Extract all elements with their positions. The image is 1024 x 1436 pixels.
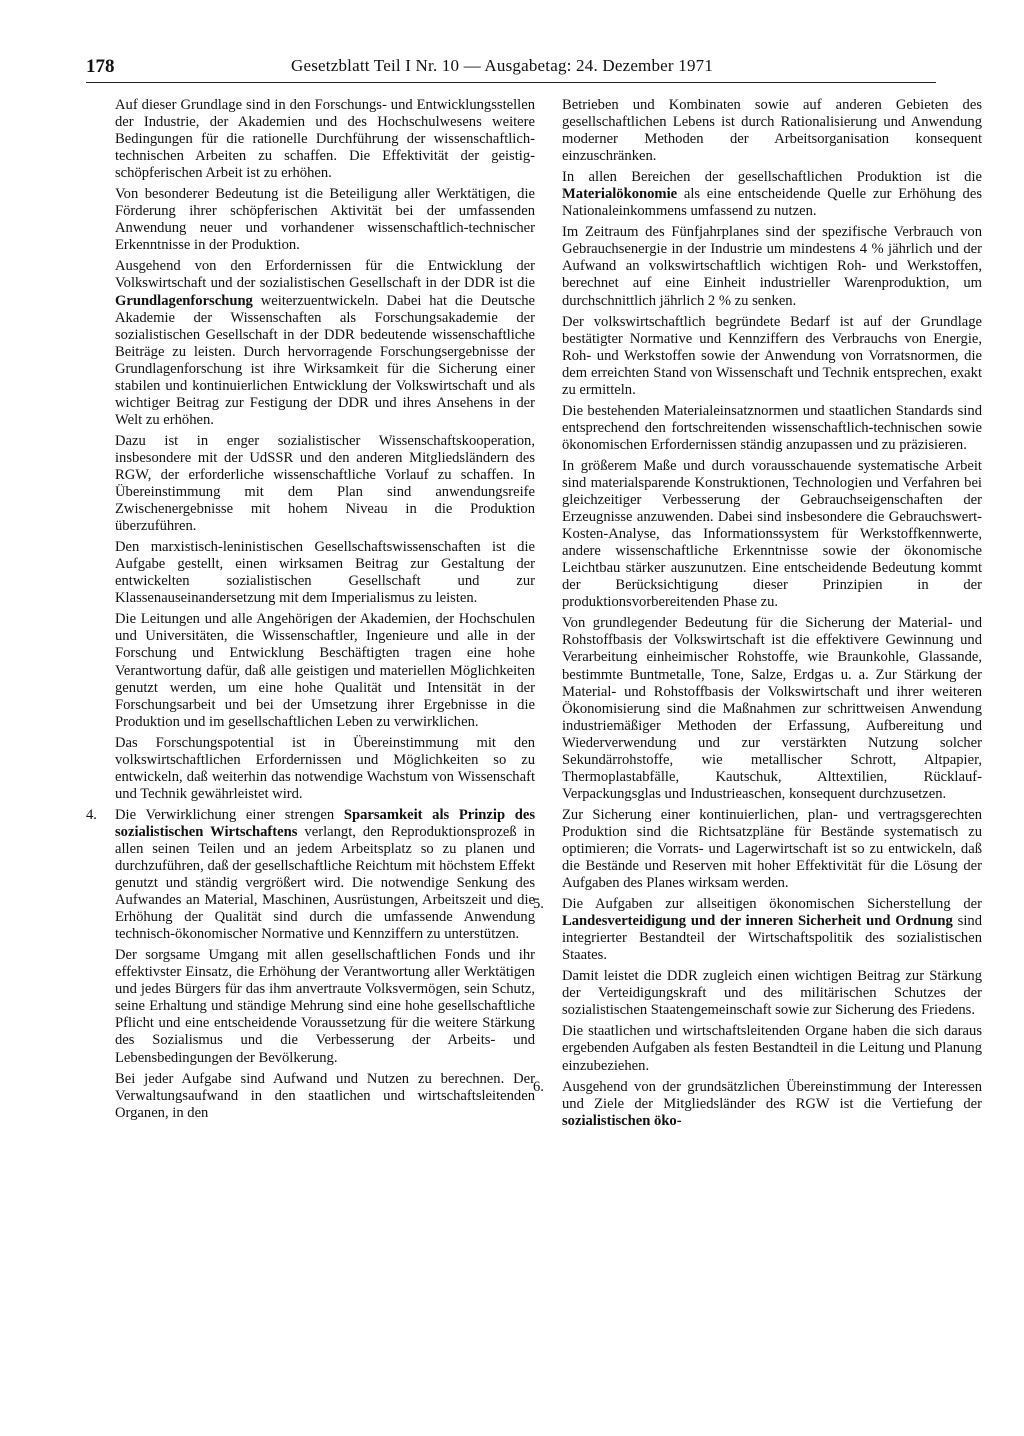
paragraph: In allen Bereichen der gesellschaftlichen Produktion ist die Materialökonomie als eine entscheidende Quelle zur Erhöhung des Nationaleinkommens umfassend zu nutzen. bbox=[562, 169, 982, 220]
paragraph: In größerem Maße und durch vorausschauende systematische Arbeit sind materialsparende Konstruktionen, Technologien und Verfahren bei gleichzeitiger Verbesserung der Gebrauchseigenschaften der Erzeugnisse anzuwenden. Dabei sind insbesondere die Gebrauchswert-Kosten-Analyse, das Informationssystem für Werkstoffkennwerte, andere wissenschaftliche Erkenntnisse sowie der ökonomische Leichtbau stärker auszunutzen. Eine entscheidende Bedeutung kommt der Berücksichtigung dieser Prinzipien in der produktionsvorbereitenden Phase zu. bbox=[562, 457, 982, 611]
emphasis: Landesverteidigung und der inneren Sicherheit und Ordnung bbox=[562, 913, 953, 930]
item-number: 4. bbox=[86, 806, 97, 823]
paragraph: Dazu ist in enger sozialistischer Wissenschaftskooperation, insbesondere mit der UdSSR und den anderen Mitgliedsländern des RGW, der erforderliche wissenschaftliche Vorlauf zu schaffen. In Übereinstimmung mit dem Plan sind anwendungsreife Zwischenergebnisse mit hohem Niveau in die Produktion überzuführen. bbox=[115, 432, 535, 535]
paragraph: Die Verwirklichung einer strengen Sparsamkeit als Prinzip des sozialistischen Wirtschaftens verlangt, den Reproduktionsprozeß in allen seinen Teilen und an jedem Arbeitsplatz so zu planen und durchzuführen, daß der gesellschaftliche Reichtum mit höchstem Effekt genutzt und ständig vergrößert wird. Die notwendige Senkung des Aufwandes an Material, Maschinen, Ausrüstungen, Arbeitszeit und die Erhöhung der Qualität sind durch die umfassende Anwendung technisch-ökonomischer Normative und Kennziffern zu unterstützen. bbox=[115, 806, 536, 943]
paragraph: Von besonderer Bedeutung ist die Beteiligung aller Werktätigen, die Förderung ihrer schöpferischen Aktivität bei der umfassenden Anwendung neuer und vorhandener wissenschaftlich-technischer Erkenntnisse in der Produktion. bbox=[115, 186, 535, 254]
paragraph: Im Zeitraum des Fünfjahrplanes sind der spezifische Verbrauch von Gebrauchsenergie in der Industrie um mindestens 4 % jährlich und der Aufwand an volkswirtschaftlich wichtigen Roh- und Werkstoffen, berechnet auf eine Einheit industrieller Warenproduktion, um durchschnittlich jährlich 2 % zu senken. bbox=[562, 224, 982, 309]
numbered-item-6 bbox=[533, 1078, 982, 1130]
page-number: 178 bbox=[86, 56, 115, 77]
item-number: 5. bbox=[533, 896, 544, 913]
paragraph: Ausgehend von den Erfordernissen für die Entwicklung der Volkswirtschaft und der sozialistischen Gesellschaft in der DDR ist die Grundlagenforschung weiterzuentwickeln. Dabei hat die Deutsche Akademie der Wissenschaften als Forschungsakademie der sozialistischen Gesellschaft in der DDR bedeutende wissenschaftliche Beiträge zu leisten. Durch hervorragende Forschungsergebnisse der Grundlagenforschung ist ihre Wirksamkeit für die Sicherung einer stabilen und kontinuierlichen Entwicklung der Volkswirtschaft und als wichtiger Beitrag zur Festigung der DDR und ihres Ansehens in der Welt zu erhöhen. bbox=[115, 258, 535, 428]
emphasis: sozialistischen öko- bbox=[562, 1112, 682, 1129]
paragraph: Die bestehenden Materialeinsatznormen und staatlichen Standards sind entsprechend den fortschreitenden wissenschaftlich-technischen sowie ökonomischen Erfordernissen ständig anzupassen und zu präzisieren. bbox=[562, 402, 982, 453]
paragraph: Die Leitungen und alle Angehörigen der Akademien, der Hochschulen und Universitäten, die Wissenschaftler, Ingenieure und alle in der Forschung und Entwicklung Beschäftigten tragen eine hohe Verantwortung dafür, daß alle geistigen und materiellen Möglichkeiten genutzt werden, um eine hohe Qualität und Intensität in der Forschungsarbeit und bei der Umsetzung ihrer Ergebnisse in die Produktion und im gesellschaftlichen Leben zu verwirklichen. bbox=[115, 611, 535, 730]
paragraph: Damit leistet die DDR zugleich einen wichtigen Beitrag zur Stärkung der Verteidigungskraft und des militärischen Schutzes der sozialistischen Staatengemeinschaft sowie zur Sicherung des Friedens. bbox=[562, 968, 982, 1019]
paragraph: Ausgehend von der grundsätzlichen Übereinstimmung der Interessen und Ziele der Mitgliedsländer des RGW ist die Vertiefung der sozialistischen öko- bbox=[562, 1078, 982, 1129]
gazette-title: Gesetzblatt Teil I Nr. 10 — Ausgabetag: 24. Dezember 1971 bbox=[291, 56, 714, 75]
paragraph: Das Forschungspotential ist in Übereinstimmung mit den volkswirtschaftlichen Erfordernissen und Möglichkeiten so zu entwickeln, daß weiterhin das notwendige Wachstum von Wissenschaft und Technik gewährleistet wird. bbox=[115, 734, 535, 802]
page-header bbox=[86, 56, 936, 83]
paragraph: Die Aufgaben zur allseitigen ökonomischen Sicherstellung der Landesverteidigung und der inneren Sicherheit und Ordnung sind integrierter Bestandteil der Wirtschaftspolitik des sozialistischen Staates. bbox=[562, 896, 982, 964]
emphasis: Materialökonomie bbox=[562, 186, 678, 203]
paragraph: Auf dieser Grundlage sind in den Forschungs- und Entwicklungsstellen der Industrie, der Akademien und des Hochschulwesens weitere Bedingungen für die rationelle Durchführung der wissenschaftlich-technischen Arbeiten zu schaffen. Die Effektivität der geistig-schöpferischen Arbeit ist zu erhöhen. bbox=[115, 97, 535, 182]
numbered-item-5 bbox=[533, 896, 982, 1074]
paragraph: Den marxistisch-leninistischen Gesellschaftswissenschaften ist die Aufgabe gestellt, einen wirksamen Beitrag zur Gestaltung der entwickelten sozialistischen Gesellschaft und zur Klassenauseinandersetzung mit dem Imperialismus zu leisten. bbox=[115, 539, 535, 607]
emphasis: Sparsamkeit als Prinzip des sozialistischen Wirtschaftens bbox=[115, 806, 535, 840]
item-number: 6. bbox=[533, 1078, 544, 1095]
right-column bbox=[533, 97, 982, 1134]
paragraph: Zur Sicherung einer kontinuierlichen, plan- und vertragsgerechten Produktion sind die Richtsatzpläne für Bestände systematisch zu optimieren; die Vorrats- und Lagerwirtschaft ist so zu entwickeln, daß die Bestände und Reserven mit hoher Effektivität für die Lösung der Aufgaben des Planes wirksam werden. bbox=[562, 806, 982, 892]
numbered-item-4 bbox=[86, 806, 536, 1122]
emphasis: Grundlagenforschung bbox=[115, 292, 253, 309]
paragraph: Von grundlegender Bedeutung für die Sicherung der Material- und Rohstoffbasis der Volkswirtschaft ist die effektivere Gewinnung und Verarbeitung einheimischer Rohstoffe, wie Braunkohle, Glassande, bestimmte Buntmetalle, Tone, Salze, Erdgas u. a. Zur Stärkung der Material- und Rohstoffbasis der Volkswirtschaft und ihrer weiteren Ökonomisierung sind die Maßnahmen zur schrittweisen Anwendung industriemäßiger Methoden der Erfassung, Aufbereitung und Wiederverwendung und zur verstärkten Nutzung solcher Sekundärrohstoffe, wie metallischer Schrott, Altpapier, Thermoplastabfälle, Kautschuk, Alttextilien, Rücklauf-Verpackungsglas und Industrieaschen, konsequent durchzusetzen. bbox=[562, 615, 982, 802]
paragraph: Der sorgsame Umgang mit allen gesellschaftlichen Fonds und ihr effektivster Einsatz, die Erhöhung der Verantwortung aller Werktätigen und jedes Bürgers für das ihm anvertraute Volksvermögen, sein Schutz, seine Erhaltung und ständige Mehrung sind eine hohe gesellschaftliche Pflicht und eine entscheidende Voraussetzung für die weitere Stärkung des Sozialismus und die Verbesserung der Arbeits- und Lebensbedingungen der Bevölkerung. bbox=[115, 947, 535, 1066]
left-column bbox=[86, 97, 536, 1126]
paragraph: Bei jeder Aufgabe sind Aufwand und Nutzen zu berechnen. Der Verwaltungsaufwand in den staatlichen und wirtschaftsleitenden Organen, in den bbox=[115, 1070, 535, 1121]
paragraph: Betrieben und Kombinaten sowie auf anderen Gebieten des gesellschaftlichen Lebens ist durch Rationalisierung und Anwendung moderner Methoden der Arbeitsorganisation konsequent einzuschränken. bbox=[562, 97, 982, 165]
paragraph: Die staatlichen und wirtschaftsleitenden Organe haben die sich daraus ergebenden Aufgaben als festen Bestandteil in die Leitung und Planung einzubeziehen. bbox=[562, 1023, 982, 1074]
paragraph: Der volkswirtschaftlich begründete Bedarf ist auf der Grundlage bestätigter Normative und Kennziffern des Verbrauchs von Energie, Roh- und Werkstoffen sowie der Anwendung von Vorratsnormen, die dem erreichten Stand von Wissenschaft und Technik entsprechen, exakt zu ermitteln. bbox=[562, 313, 982, 398]
